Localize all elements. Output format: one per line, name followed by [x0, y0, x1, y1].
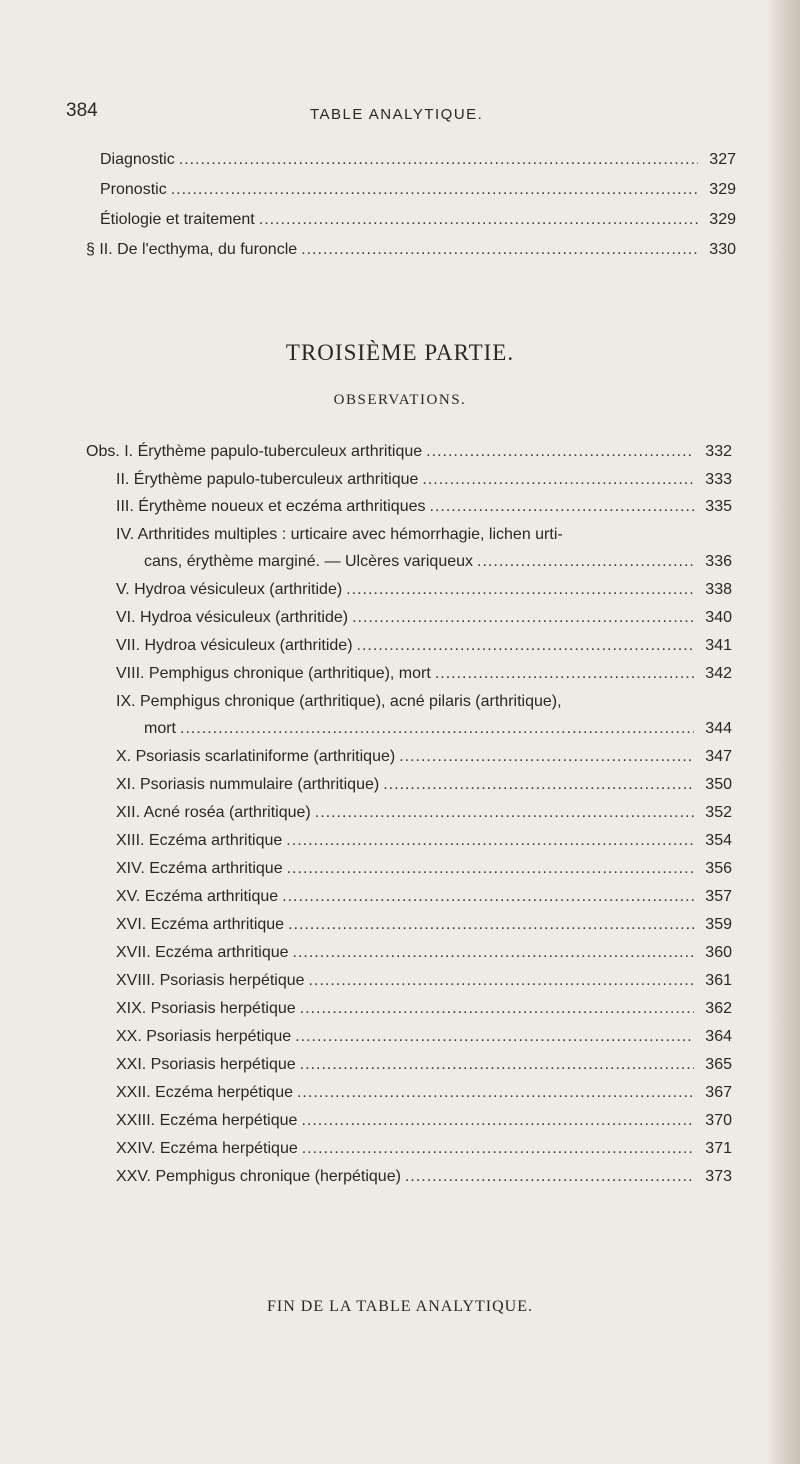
end-of-table: FIN DE LA TABLE ANALYTIQUE.: [266, 1298, 534, 1315]
section-title: OBSERVATIONS.: [333, 392, 467, 408]
toc-entry: Pronostic ..... 329: [100, 178, 736, 202]
observation-entry: XIX. Psoriasis herpétique ..... 362: [116, 997, 732, 1021]
observation-entry-text: IV. Arthritides multiples : urticaire avec hémorrhagie, lichen urti-: [116, 526, 563, 543]
page-number: 384: [66, 100, 98, 121]
toc-entry: Étiologie et traitement ..... 329: [100, 208, 736, 232]
observation-entry: XXIV. Eczéma herpétique ..... 371: [116, 1137, 732, 1161]
observation-entry: mort ..... 344: [144, 717, 732, 741]
observation-entry: XII. Acné roséa (arthritique) ..... 352: [116, 801, 732, 825]
observation-entry: XVI. Eczéma arthritique ..... 359: [116, 913, 732, 937]
running-title: TABLE ANALYTIQUE.: [310, 106, 484, 123]
observation-entry: cans, érythème marginé. — Ulcères variqueux ..... 336: [144, 550, 732, 574]
observation-entry: XVIII. Psoriasis herpétique ..... 361: [116, 969, 732, 993]
observation-entry: XX. Psoriasis herpétique ..... 364: [116, 1025, 732, 1049]
observation-entry: X. Psoriasis scarlatiniforme (arthritique) ..... 347: [116, 745, 732, 769]
observation-entry: VIII. Pemphigus chronique (arthritique), mort ..... 342: [116, 662, 732, 686]
observation-entry: XXI. Psoriasis herpétique ..... 365: [116, 1053, 732, 1077]
observation-entry: XIII. Eczéma arthritique ..... 354: [116, 829, 732, 853]
page-edge-shadow: [766, 0, 800, 1464]
observation-entry: XXV. Pemphigus chronique (herpétique) ..... 373: [116, 1165, 732, 1189]
part-title: TROISIÈME PARTIE.: [285, 340, 515, 365]
observation-entry: II. Érythème papulo-tuberculeux arthritique ..... 333: [116, 468, 732, 492]
observation-entry: Obs. I. Érythème papulo-tuberculeux arthritique ..... 332: [86, 440, 732, 464]
observation-entry: VI. Hydroa vésiculeux (arthritide) ..... 340: [116, 606, 732, 630]
observation-entry: V. Hydroa vésiculeux (arthritide) ..... 338: [116, 578, 732, 602]
observation-entry: XIV. Eczéma arthritique ..... 356: [116, 857, 732, 881]
observation-entry: XVII. Eczéma arthritique ..... 360: [116, 941, 732, 965]
toc-entry: Diagnostic ..... 327: [100, 148, 736, 172]
observation-entry-text: IX. Pemphigus chronique (arthritique), acné pilaris (arthritique),: [116, 693, 562, 710]
observation-entry: XI. Psoriasis nummulaire (arthritique) ..... 350: [116, 773, 732, 797]
observation-entry: XXII. Eczéma herpétique ..... 367: [116, 1081, 732, 1105]
observation-entry: XV. Eczéma arthritique ..... 357: [116, 885, 732, 909]
observation-entry: XXIII. Eczéma herpétique ..... 370: [116, 1109, 732, 1133]
toc-entry: § II. De l'ecthyma, du furoncle ..... 330: [86, 238, 736, 262]
observation-entry: III. Érythème noueux et eczéma arthritiques ..... 335: [116, 495, 732, 519]
observation-entry: VII. Hydroa vésiculeux (arthritide) ..... 341: [116, 634, 732, 658]
